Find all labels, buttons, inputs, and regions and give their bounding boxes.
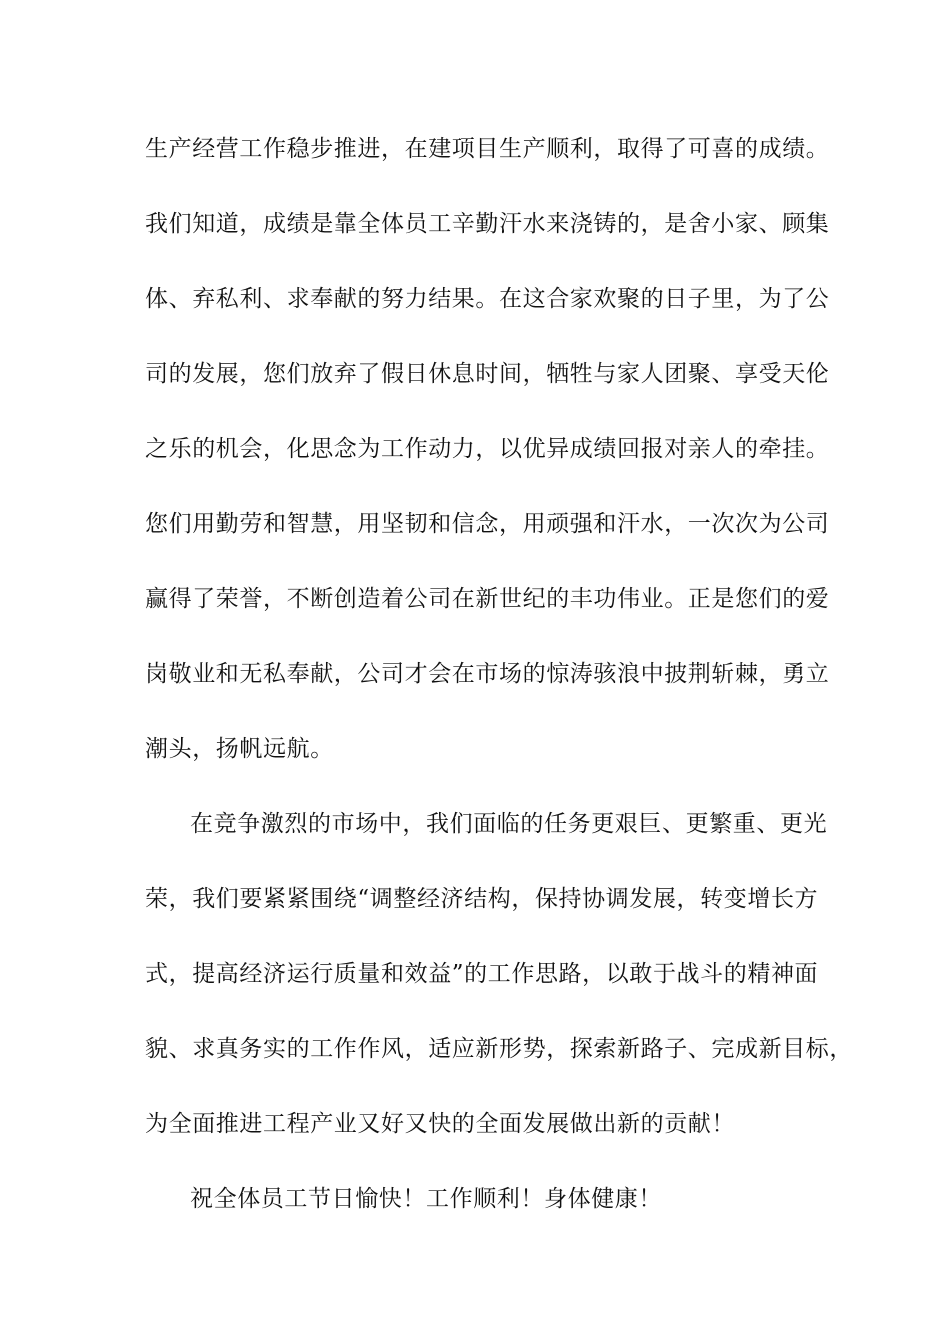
text-line: 貌、求真务实的工作作风，适应新形势，探索新路子、完成新目标， (145, 1036, 853, 1062)
text-line: 体、弃私利、求奉献的努力结果。在这合家欢聚的日子里，为了公 (145, 286, 830, 312)
text-line: 司的发展，您们放弃了假日休息时间，牺牲与家人团聚、享受天伦 (145, 361, 830, 387)
text-line: 潮头，扬帆远航。 (145, 736, 334, 762)
text-line: 为全面推进工程产业又好又快的全面发展做出新的贡献！ (145, 1111, 735, 1137)
paragraph-start-line: 在竞争激烈的市场中，我们面临的任务更艰巨、更繁重、更光 (190, 811, 828, 837)
text-line: 荣，我们要紧紧围绕“调整经济结构，保持协调发展，转变增长方 (145, 886, 819, 912)
text-line: 您们用勤劳和智慧，用坚韧和信念，用顽强和汗水，一次次为公司 (145, 511, 830, 537)
closing-greeting-line: 祝全体员工节日愉快！工作顺利！身体健康！ (190, 1186, 662, 1212)
text-line: 赢得了荣誉，不断创造着公司在新世纪的丰功伟业。正是您们的爱 (145, 586, 830, 612)
text-line: 岗敬业和无私奉献，公司才会在市场的惊涛骇浪中披荆斩棘，勇立 (145, 661, 830, 687)
text-line: 生产经营工作稳步推进，在建项目生产顺利，取得了可喜的成绩。 (145, 136, 830, 162)
text-line: 之乐的机会，化思念为工作动力，以优异成绩回报对亲人的牵挂。 (145, 436, 830, 462)
text-line: 式，提高经济运行质量和效益”的工作思路，以敢于战斗的精神面 (145, 961, 819, 987)
text-line: 我们知道，成绩是靠全体员工辛勤汗水来浇铸的，是舍小家、顾集 (145, 211, 830, 237)
